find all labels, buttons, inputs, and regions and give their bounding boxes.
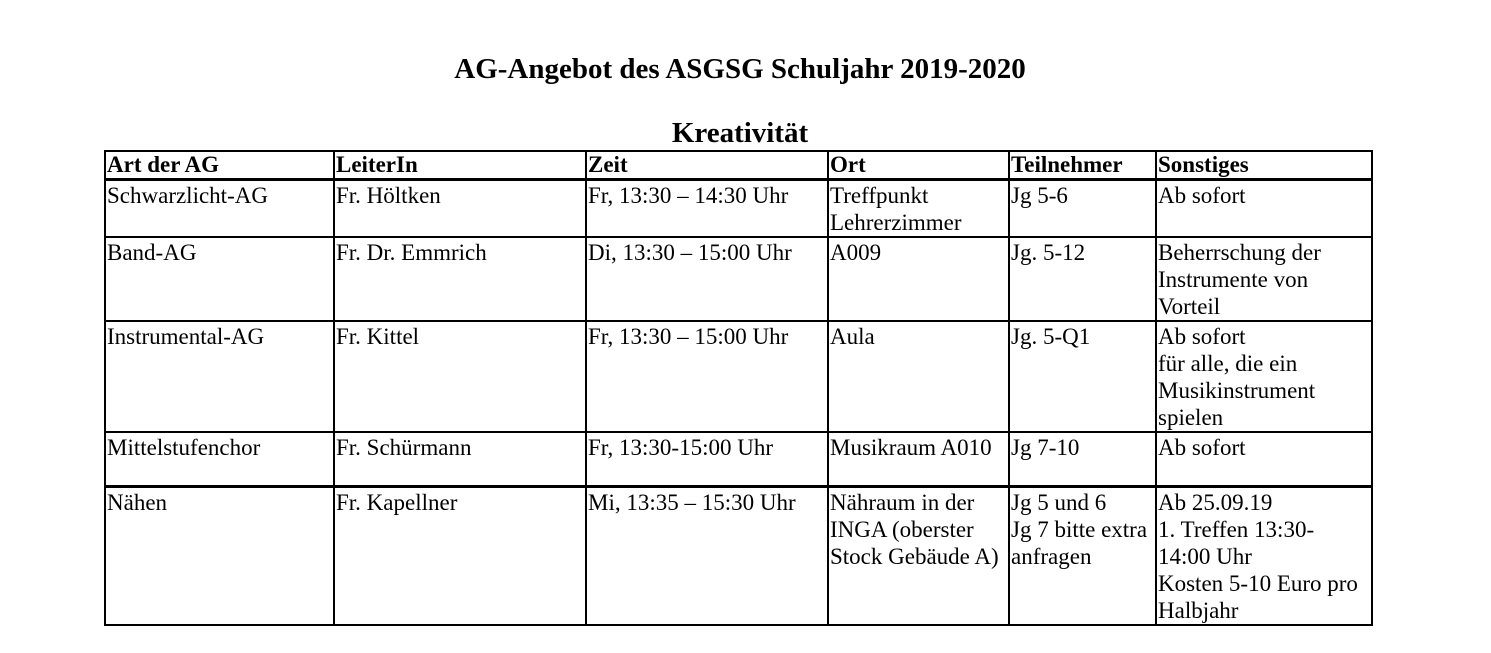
cell-leiterin: Fr. Höltken (334, 180, 586, 238)
table-row (105, 321, 1372, 432)
section-title: Kreativität (671, 117, 809, 149)
cell-zeit: Mi, 13:35 – 15:30 Uhr (586, 487, 828, 626)
cell-leiterin: Fr. Kapellner (334, 487, 586, 626)
table-row (105, 237, 1372, 321)
cell-art: Instrumental-AG (105, 321, 334, 432)
header-ort: Ort (828, 151, 1009, 180)
cell-art: Mittelstufenchor (105, 432, 334, 487)
cell-teilnehmer: Jg 7-10 (1009, 432, 1156, 487)
header-teilnehmer: Teilnehmer (1009, 151, 1156, 180)
header-art-der-ag: Art der AG (105, 151, 334, 180)
cell-sonstiges: Ab sofort (1156, 180, 1372, 238)
cell-teilnehmer: Jg. 5-Q1 (1009, 321, 1156, 432)
cell-leiterin: Fr. Kittel (334, 321, 586, 432)
cell-art: Band-AG (105, 237, 334, 321)
cell-sonstiges: Ab 25.09.19 1. Treffen 13:30- 14:00 Uhr Kosten 5-10 Euro pro Halbjahr (1156, 487, 1372, 626)
table-row (105, 487, 1372, 626)
cell-ort: Nähraum in der INGA (oberster Stock Gebäude A) (828, 487, 1009, 626)
document-title: AG-Angebot des ASGSG Schuljahr 2019-2020 (454, 53, 1026, 85)
cell-leiterin: Fr. Schürmann (334, 432, 586, 487)
cell-ort: Musikraum A010 (828, 432, 1009, 487)
table-row (105, 432, 1372, 487)
header-sonstiges: Sonstiges (1156, 151, 1372, 180)
cell-sonstiges: Ab sofort für alle, die ein Musikinstrument spielen (1156, 321, 1372, 432)
cell-teilnehmer: Jg 5 und 6 Jg 7 bitte extra anfragen (1009, 487, 1156, 626)
cell-ort: A009 (828, 237, 1009, 321)
table-header (105, 151, 1372, 180)
header-row (105, 151, 1372, 180)
cell-sonstiges: Beherrschung der Instrumente von Vorteil (1156, 237, 1372, 321)
header-zeit: Zeit (586, 151, 828, 180)
table-body (105, 180, 1372, 626)
cell-teilnehmer: Jg. 5-12 (1009, 237, 1156, 321)
header-leiterin: LeiterIn (334, 151, 586, 180)
cell-teilnehmer: Jg 5-6 (1009, 180, 1156, 238)
cell-zeit: Fr, 13:30 – 14:30 Uhr (586, 180, 828, 238)
cell-zeit: Di, 13:30 – 15:00 Uhr (586, 237, 828, 321)
cell-zeit: Fr, 13:30-15:00 Uhr (586, 432, 828, 487)
cell-zeit: Fr, 13:30 – 15:00 Uhr (586, 321, 828, 432)
cell-ort: Treffpunkt Lehrerzimmer (828, 180, 1009, 238)
ag-table (104, 150, 1373, 626)
cell-leiterin: Fr. Dr. Emmrich (334, 237, 586, 321)
cell-art: Nähen (105, 487, 334, 626)
cell-ort: Aula (828, 321, 1009, 432)
cell-art: Schwarzlicht-AG (105, 180, 334, 238)
table-row (105, 180, 1372, 238)
cell-sonstiges: Ab sofort (1156, 432, 1372, 487)
